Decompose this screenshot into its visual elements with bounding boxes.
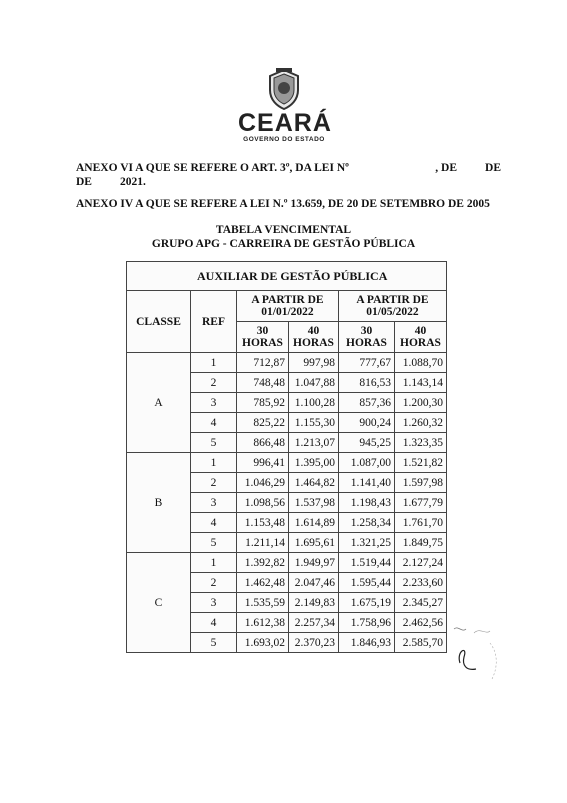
- col-classe: CLASSE: [127, 291, 191, 353]
- value-cell: 785,92: [237, 393, 289, 413]
- value-cell: 1.595,44: [339, 573, 395, 593]
- hours-label: HORAS: [293, 337, 334, 349]
- brand-subtitle: GOVERNO DO ESTADO: [243, 136, 325, 143]
- value-cell: 777,67: [339, 353, 395, 373]
- value-cell: 1.098,56: [237, 493, 289, 513]
- salary-table: [126, 261, 447, 653]
- value-cell: 2.585,70: [395, 633, 447, 653]
- ref-cell: 5: [191, 633, 237, 653]
- period2-label: A PARTIR DE: [356, 294, 429, 306]
- value-cell: 996,41: [237, 453, 289, 473]
- hours-label: HORAS: [346, 337, 387, 349]
- value-cell: 1.143,14: [395, 373, 447, 393]
- col-ref: REF: [191, 291, 237, 353]
- annex-vi-text: ANEXO VI A QUE SE REFERE O ART. 3º, DA LEI Nº: [76, 162, 349, 174]
- period2-header: [339, 291, 447, 322]
- signature-initials: [446, 623, 506, 683]
- classe-cell: C: [127, 553, 191, 653]
- ref-cell: 3: [191, 593, 237, 613]
- table-subtitle: GRUPO APG - CARREIRA DE GESTÃO PÚBLICA: [151, 238, 416, 250]
- hours-30-p2: [339, 322, 395, 353]
- value-cell: 2.233,60: [395, 573, 447, 593]
- hours-label: HORAS: [400, 337, 441, 349]
- hours-number: 40: [414, 325, 427, 337]
- annex-vi-de: , DE: [435, 162, 458, 174]
- value-cell: 1.153,48: [237, 513, 289, 533]
- value-cell: 1.693,02: [237, 633, 289, 653]
- hours-30-p1: [237, 322, 289, 353]
- ref-cell: 4: [191, 413, 237, 433]
- value-cell: 1.392,82: [237, 553, 289, 573]
- value-cell: 1.849,75: [395, 533, 447, 553]
- value-cell: 1.258,34: [339, 513, 395, 533]
- value-cell: 1.677,79: [395, 493, 447, 513]
- value-cell: 1.462,48: [237, 573, 289, 593]
- hours-40-p1: [289, 322, 339, 353]
- value-cell: 1.761,70: [395, 513, 447, 533]
- ref-cell: 2: [191, 573, 237, 593]
- value-cell: 1.395,00: [289, 453, 339, 473]
- value-cell: 900,24: [339, 413, 395, 433]
- hours-number: 40: [307, 325, 320, 337]
- table-row: [127, 453, 447, 473]
- period2-date: 01/05/2022: [366, 306, 419, 318]
- ref-cell: 3: [191, 393, 237, 413]
- hours-number: 30: [256, 325, 269, 337]
- value-cell: 825,22: [237, 413, 289, 433]
- annex-vi-de2: DE: [485, 162, 501, 174]
- value-cell: 1.323,35: [395, 433, 447, 453]
- table-row: [127, 553, 447, 573]
- value-cell: 1.675,19: [339, 593, 395, 613]
- classe-cell: A: [127, 353, 191, 453]
- annex-iv-heading: ANEXO IV A QUE SE REFERE A LEI N.º 13.659, DE 20 DE SETEMBRO DE 2005: [76, 198, 490, 210]
- ref-cell: 1: [191, 353, 237, 373]
- value-cell: 997,98: [289, 353, 339, 373]
- value-cell: 1.213,07: [289, 433, 339, 453]
- value-cell: 857,36: [339, 393, 395, 413]
- ref-cell: 3: [191, 493, 237, 513]
- value-cell: 1.758,96: [339, 613, 395, 633]
- value-cell: 2.257,34: [289, 613, 339, 633]
- value-cell: 1.100,28: [289, 393, 339, 413]
- table-body: [127, 353, 447, 653]
- table-row: [127, 353, 447, 373]
- value-cell: 1.846,93: [339, 633, 395, 653]
- classe-cell: B: [127, 453, 191, 553]
- ref-cell: 5: [191, 533, 237, 553]
- value-cell: 1.200,30: [395, 393, 447, 413]
- value-cell: 1.321,25: [339, 533, 395, 553]
- value-cell: 1.211,14: [237, 533, 289, 553]
- annex-vi-de3: DE: [76, 176, 92, 188]
- hours-40-p2: [395, 322, 447, 353]
- period1-date: 01/01/2022: [261, 306, 314, 318]
- table-title: TABELA VENCIMENTAL: [215, 224, 352, 236]
- value-cell: 1.047,88: [289, 373, 339, 393]
- value-cell: 816,53: [339, 373, 395, 393]
- value-cell: 2.127,24: [395, 553, 447, 573]
- value-cell: 1.155,30: [289, 413, 339, 433]
- value-cell: 1.597,98: [395, 473, 447, 493]
- period1-label: A PARTIR DE: [251, 294, 324, 306]
- value-cell: 1.614,89: [289, 513, 339, 533]
- value-cell: 1.521,82: [395, 453, 447, 473]
- hours-number: 30: [360, 325, 373, 337]
- period1-header: [237, 291, 339, 322]
- value-cell: 866,48: [237, 433, 289, 453]
- value-cell: 2.345,27: [395, 593, 447, 613]
- value-cell: 1.141,40: [339, 473, 395, 493]
- ref-cell: 4: [191, 613, 237, 633]
- value-cell: 1.949,97: [289, 553, 339, 573]
- ref-cell: 1: [191, 553, 237, 573]
- ref-cell: 5: [191, 433, 237, 453]
- value-cell: 1.046,29: [237, 473, 289, 493]
- state-logo: [238, 68, 330, 160]
- annex-vi-year: 2021.: [119, 176, 146, 188]
- value-cell: 1.260,32: [395, 413, 447, 433]
- ref-cell: 2: [191, 473, 237, 493]
- ref-cell: 2: [191, 373, 237, 393]
- value-cell: 1.519,44: [339, 553, 395, 573]
- annex-vi-heading: [76, 161, 501, 189]
- value-cell: 2.370,23: [289, 633, 339, 653]
- value-cell: 2.149,83: [289, 593, 339, 613]
- value-cell: 1.198,43: [339, 493, 395, 513]
- hours-label: HORAS: [242, 337, 283, 349]
- value-cell: 1.612,38: [237, 613, 289, 633]
- value-cell: 1.695,61: [289, 533, 339, 553]
- value-cell: 1.088,70: [395, 353, 447, 373]
- brand-name: CEARÁ: [238, 109, 332, 137]
- group-title: AUXILIAR DE GESTÃO PÚBLICA: [127, 262, 447, 291]
- value-cell: 1.535,59: [237, 593, 289, 613]
- value-cell: 748,48: [237, 373, 289, 393]
- ref-cell: 1: [191, 453, 237, 473]
- value-cell: 1.087,00: [339, 453, 395, 473]
- ref-cell: 4: [191, 513, 237, 533]
- value-cell: 945,25: [339, 433, 395, 453]
- value-cell: 2.047,46: [289, 573, 339, 593]
- value-cell: 1.537,98: [289, 493, 339, 513]
- value-cell: 2.462,56: [395, 613, 447, 633]
- coat-of-arms-icon: [267, 68, 301, 110]
- value-cell: 712,87: [237, 353, 289, 373]
- value-cell: 1.464,82: [289, 473, 339, 493]
